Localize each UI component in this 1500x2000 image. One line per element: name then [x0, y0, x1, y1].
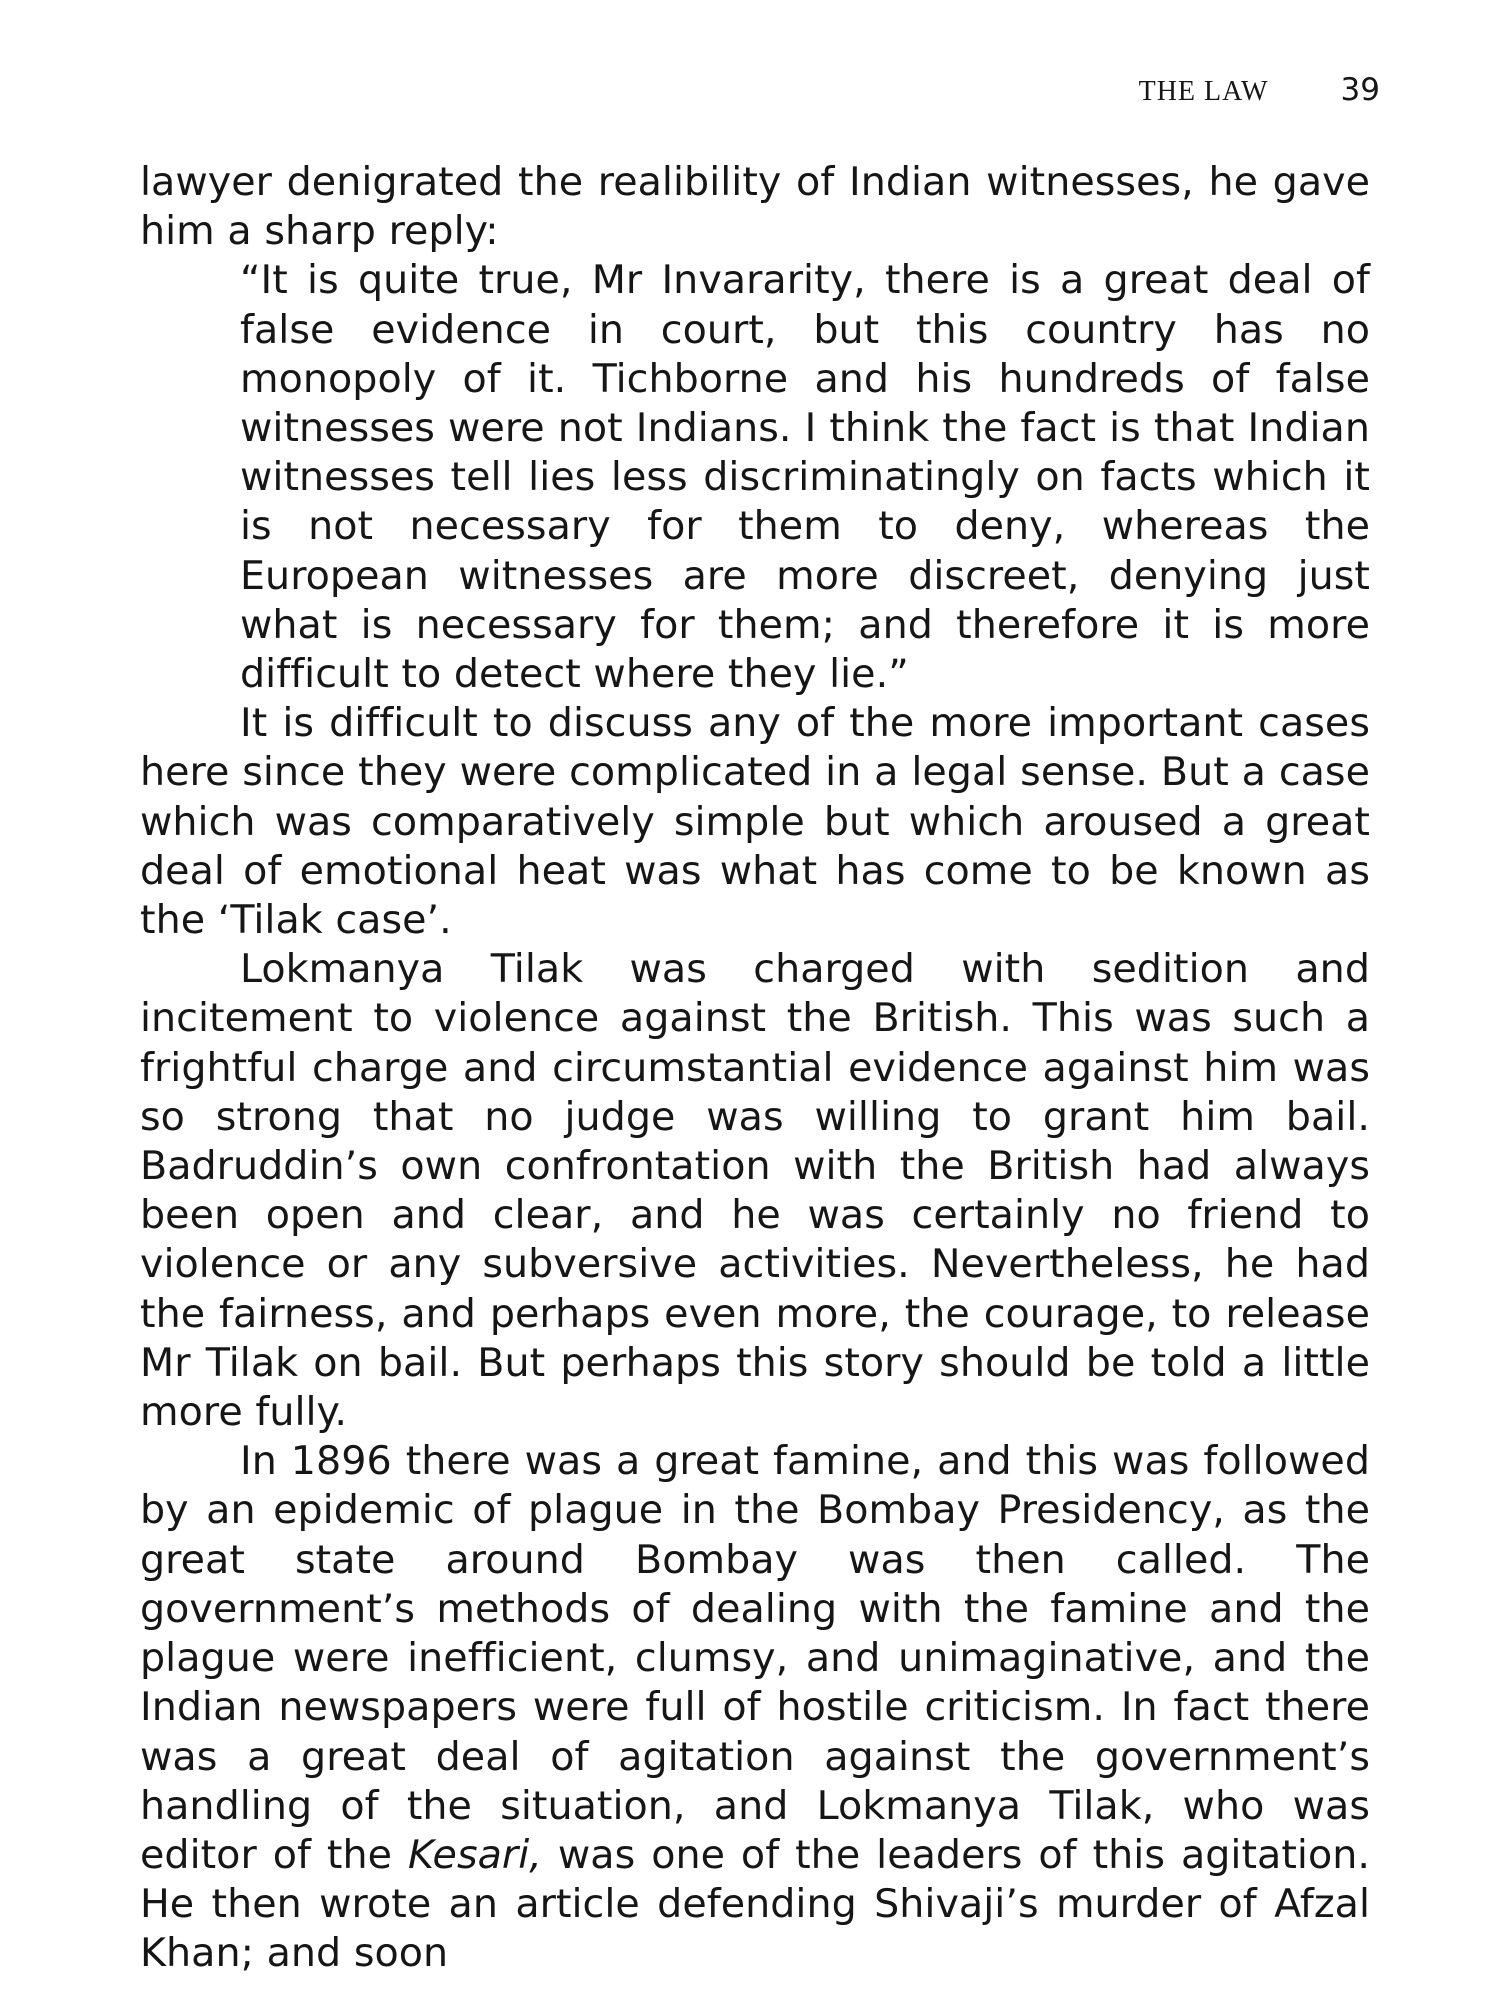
running-head	[140, 72, 1380, 122]
body-text	[140, 158, 1370, 1979]
block-quote	[140, 256, 1370, 699]
paragraph-famine	[140, 1437, 1370, 1978]
paragraph-famine-text-end: was one of the leaders of this agitation. He then wrote an article defending Shivaji’s murder of Afzal Khan; and soon	[140, 1831, 1370, 1977]
quote-text: “It is quite true, Mr Invararity, there is a great deal of false evidence in court, but this country has no monopoly of it. Tichborne and his hundreds of false witnesses were not Indians. I think the fact is that Indian witnesses tell lies less discriminatingly on facts which it is not necessary for them to deny, whereas the European witnesses are more discreet, denying just what is necessary for them; and therefore it is more difficult to detect where they lie.”	[240, 257, 1370, 698]
page-number: 39	[1340, 72, 1380, 108]
paragraph-tilak-charged: Lokmanya Tilak was charged with sedition and incitement to violence against the British. This was such a frightful charge and circumstantial evidence against him was so strong that no judge was willing to grant him bail. Badruddin’s own confrontation with the British had always been open and clear, and he was certainly no friend to violence or any subversive activities. Nevertheless, he had the fairness, and perhaps even more, the courage, to release Mr Tilak on bail. But perhaps this story should be told a little more fully.	[140, 946, 1370, 1436]
newspaper-title: Kesari,	[407, 1831, 542, 1878]
paragraph-continuation: lawyer denigrated the realibility of Indian witnesses, he gave him a sharp reply:	[140, 159, 1370, 255]
paragraph-important-cases: It is difficult to discuss any of the more important cases here since they were complicated in a legal sense. But a case which was comparatively simple but which aroused a great deal of emotional heat was what has come to be known as the ‘Tilak case’.	[140, 700, 1370, 944]
running-title: THE LAW	[1138, 76, 1269, 107]
paragraph-famine-text: In 1896 there was a great famine, and this was followed by an epidemic of plague in the Bombay Presidency, as the great state around Bombay was then called. The government’s methods of dealing with the famine and the plague were inefficient, clumsy, and unimaginative, and the Indian newspapers were full of hostile criticism. In fact there was a great deal of agitation against the government’s handling of the situation, and Lokmanya Tilak, who was editor of the	[140, 1438, 1370, 1878]
